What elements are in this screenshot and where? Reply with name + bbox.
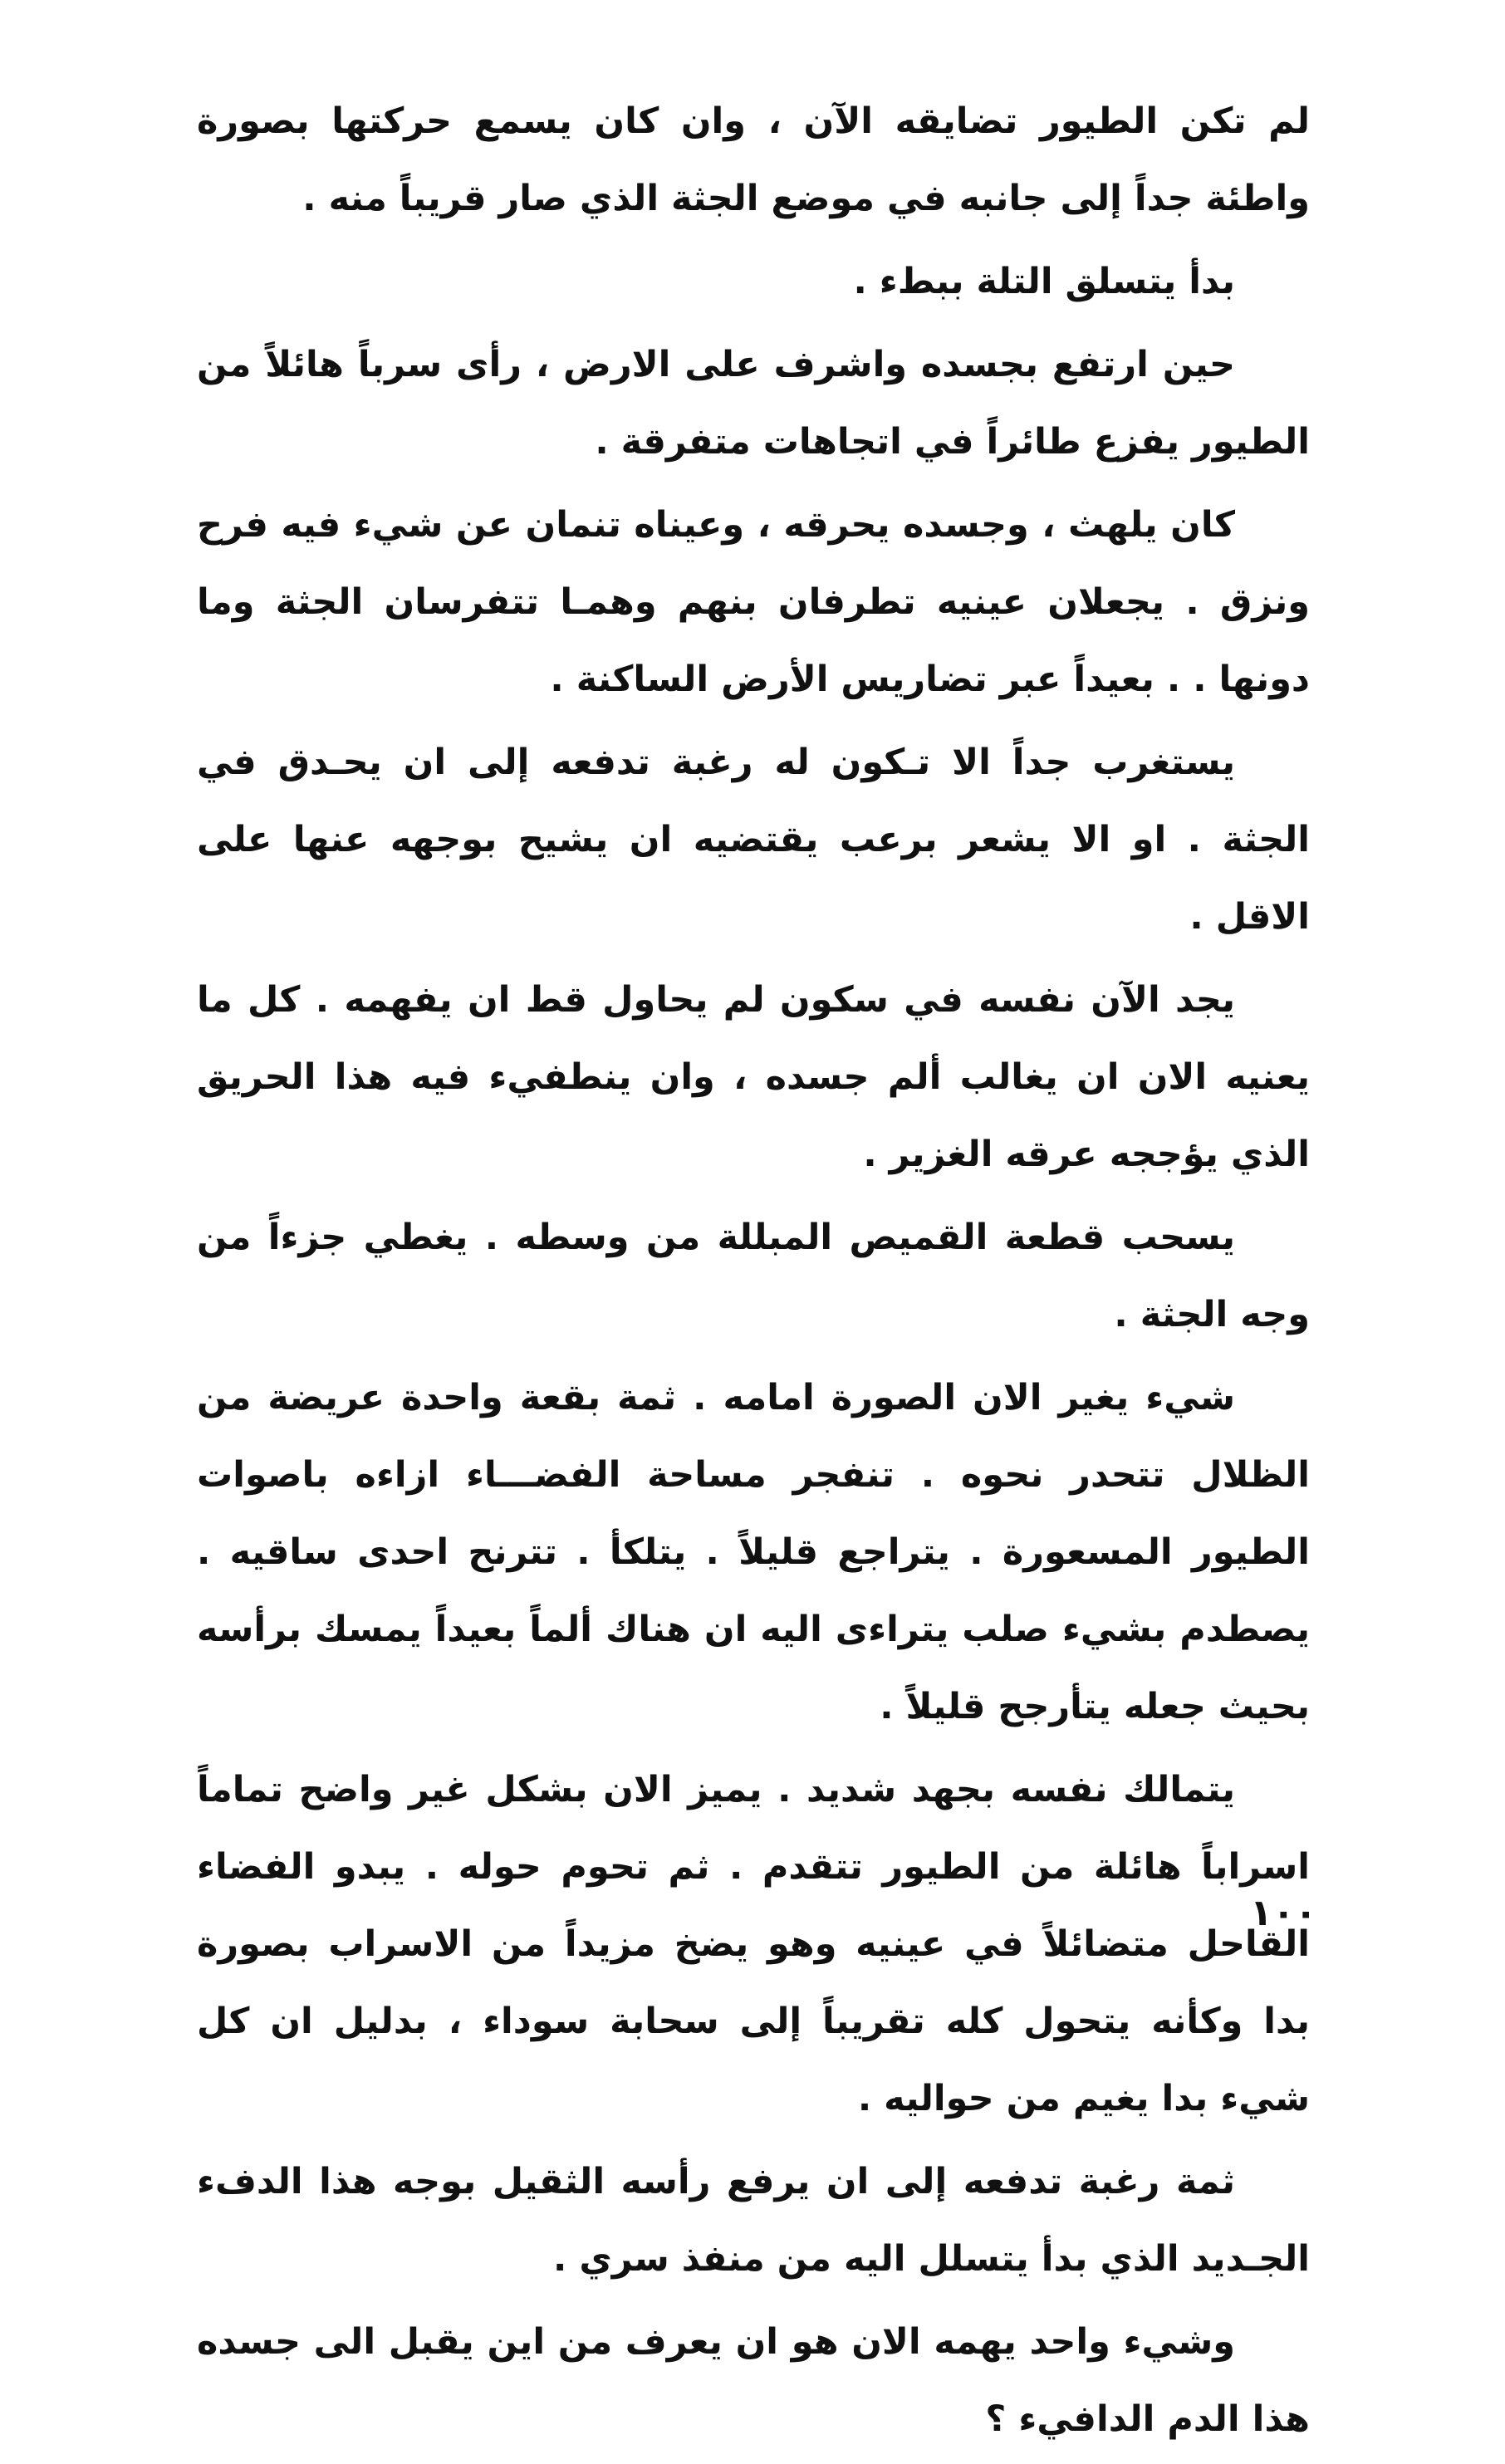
page-number: ١٠٠ xyxy=(1250,1892,1317,1934)
paragraph: بدأ يتسلق التلة ببطء . xyxy=(853,261,1235,302)
paragraph: يستغرب جداً الا تـكون له رغبة تدفعه إلى ان يحـدق في الجثة . او الا يشعر برعب يقتضيه ان يشيح بوجهه عنها على الاقل . xyxy=(197,742,1310,938)
paragraph: شيء يغير الان الصورة امامه . ثمة بقعة واحدة عريضة من الظلال تتحدر نحوه . تنفجر مساحة الفضـــاء ازاءه باصوات الطيور المسعورة . يتراجع قليلاً . يتلكأ . تترنح احدى ساقيه . يصطدم بشيء صلب يتراءى اليه ان هناك ألماً بعيداً يمسك برأسه بحيث جعله يتأرجح قليلاً . xyxy=(197,1377,1310,1727)
body-text xyxy=(197,83,1310,2464)
paragraph: وشيء واحد يهمه الان هو ان يعرف من اين يقبل الى جسده هذا الدم الدافيء ؟ xyxy=(197,2321,1310,2440)
paragraph: يسحب قطعة القميص المبللة من وسطه . يغطي جزءاً من وجه الجثة . xyxy=(197,1217,1310,1335)
paragraph: يجد الآن نفسه في سكون لم يحاول قط ان يفهمه . كل ما يعنيه الان ان يغالب ألم جسده ، وان ينطفيء فيه هذا الحريق الذي يؤججه عرقه الغزير . xyxy=(197,979,1310,1175)
paragraph: يتمالك نفسه بجهد شديد . يميز الان بشكل غير واضح تماماً اسراباً هائلة من الطيور تتقدم . ثم تحوم حوله . يبدو الفضاء القاحل متضائلاً في عينيه وهو يضخ مزيداً من الاسراب بصورة بدا وكأنه يتحول كله تقريباً إلى سحابة سوداء ، بدليل ان كل شيء بدا يغيم من حواليه . xyxy=(197,1769,1310,2119)
paragraph: لم تكن الطيور تضايقه الآن ، وان كان يسمع حركتها بصورة واطئة جداً إلى جانبه في موضع الجثة الذي صار قريباً منه . xyxy=(197,100,1310,219)
paragraph: حين ارتفع بجسده واشرف على الارض ، رأى سرباً هائلاً من الطيور يفزع طائراً في اتجاهات متفرقة . xyxy=(197,344,1310,463)
paragraph: ثمة رغبة تدفعه إلى ان يرفع رأسه الثقيل بوجه هذا الدفء الجـديد الذي بدأ يتسلل اليه من منفذ سري . xyxy=(197,2161,1310,2280)
paragraph: كان يلهث ، وجسده يحرقه ، وعيناه تنمان عن شيء فيه فرح ونزق . يجعلان عينيه تطرفان بنهم وهمـا تتفرسان الجثة وما دونها . . بعيداً عبر تضاريس الأرض الساكنة . xyxy=(197,504,1310,700)
